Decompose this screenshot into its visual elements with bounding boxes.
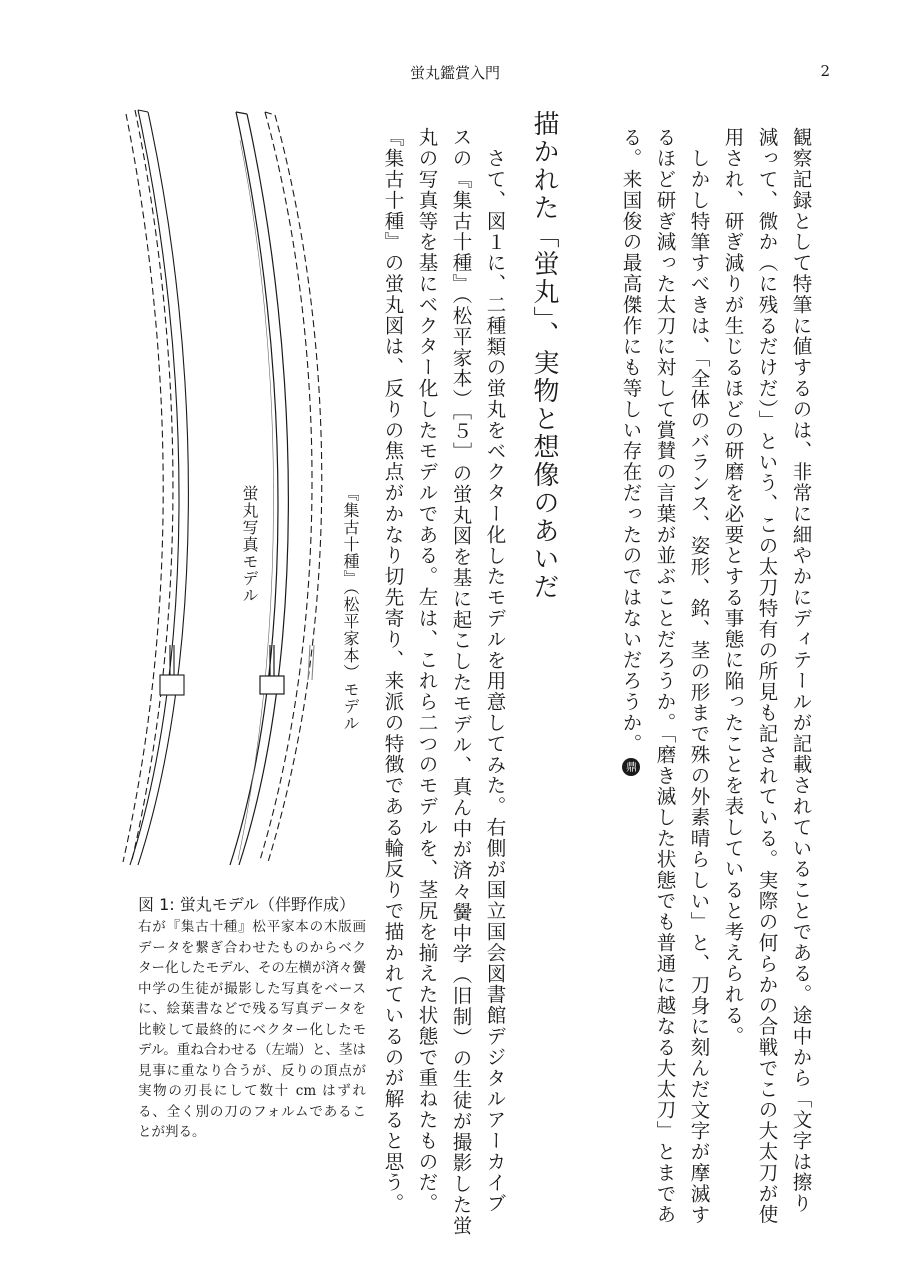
body-text-column: 用され、研ぎ減りが生じるほどの研磨を必要とする事態に陥ったことを表していると考えられる。 bbox=[721, 127, 745, 1047]
overlaid-models bbox=[123, 110, 188, 865]
running-header-title: 蛍丸鑑賞入門 bbox=[409, 64, 500, 82]
figure-caption-body: 右が『集古十種』松平家本の木版画データを繋ぎ合わせたものからベクター化したモデル、その左横が済々黌中学の生徒が撮影した写真をベースに、絵葉書などで残る写真データを比較して最終的にベクター化したモデル。重ね合わせる（左端）と、茎は見事に重なり合うが、反りの頂点が実物の刃長にして数十 cm はずれる、全く別の刀のフォルムであることが判る。 bbox=[138, 919, 366, 1140]
shuko-model bbox=[260, 112, 322, 862]
figure-label-photo-model: 蛍丸写真モデル bbox=[240, 485, 259, 604]
body-text-column: しかし特筆すべきは、「全体のバランス、姿形、銘、茎の形まで殊の外素晴らしい」と、刀身に刻んだ文字が摩滅す bbox=[687, 148, 711, 1226]
body-text-column: るほど研ぎ減った太刀に対して賞賛の言葉が並ぶことだろうか。「磨き滅した状態でも普通に越なる大太刀」とまであ bbox=[653, 127, 677, 1225]
body-text-column: スの『集古十種』（松平家本）［５］の蛍丸図を基に起こしたモデル、真ん中が済々黌中学（旧制）の生徒が撮影した蛍 bbox=[449, 127, 473, 1237]
body-text-column: 丸の写真等を基にベクター化したモデルである。左は、これら二つのモデルを、茎尻を揃えた状態で重ねたものだ。 bbox=[415, 127, 439, 1214]
sword-models-illustration bbox=[110, 100, 360, 880]
section-heading: 描かれた「蛍丸」、実物と想像のあいだ bbox=[529, 110, 559, 601]
figure-caption bbox=[138, 893, 366, 1143]
end-mark-seal: 鼎 bbox=[622, 758, 640, 776]
figure-caption-title: 図 1: 蛍丸モデル（伴野作成） bbox=[138, 895, 355, 914]
figure-label-shuko-model: 『集古十種』（松平家本）モデル bbox=[341, 485, 360, 732]
body-text-column-last bbox=[621, 127, 641, 776]
body-text-column: さて、図１に、二種類の蛍丸をベクター化したモデルを用意してみた。右側が国立国会図書館デジタルアーカイブ bbox=[483, 148, 507, 1214]
body-text-line: る。来国俊の最高傑作にも等しい存在だったのではないだろうか。 bbox=[619, 127, 643, 754]
body-text-column: 減って、微か（に残るだけだ）」という、この太刀特有の所見も記されている。実際の何らかの合戦でこの大太刀が使 bbox=[755, 127, 779, 1225]
body-text-column: 観察記録として特筆に値するのは、非常に細やかにディテールが記載されていることである。途中から「文字は擦り bbox=[789, 127, 813, 1214]
body-text-column: 『集古十種』の蛍丸図は、反りの焦点がかなり切先寄り、来派の特徴である輪反りで描かれているのが解ると思う。 bbox=[381, 127, 405, 1214]
page-number: 2 bbox=[820, 62, 830, 80]
